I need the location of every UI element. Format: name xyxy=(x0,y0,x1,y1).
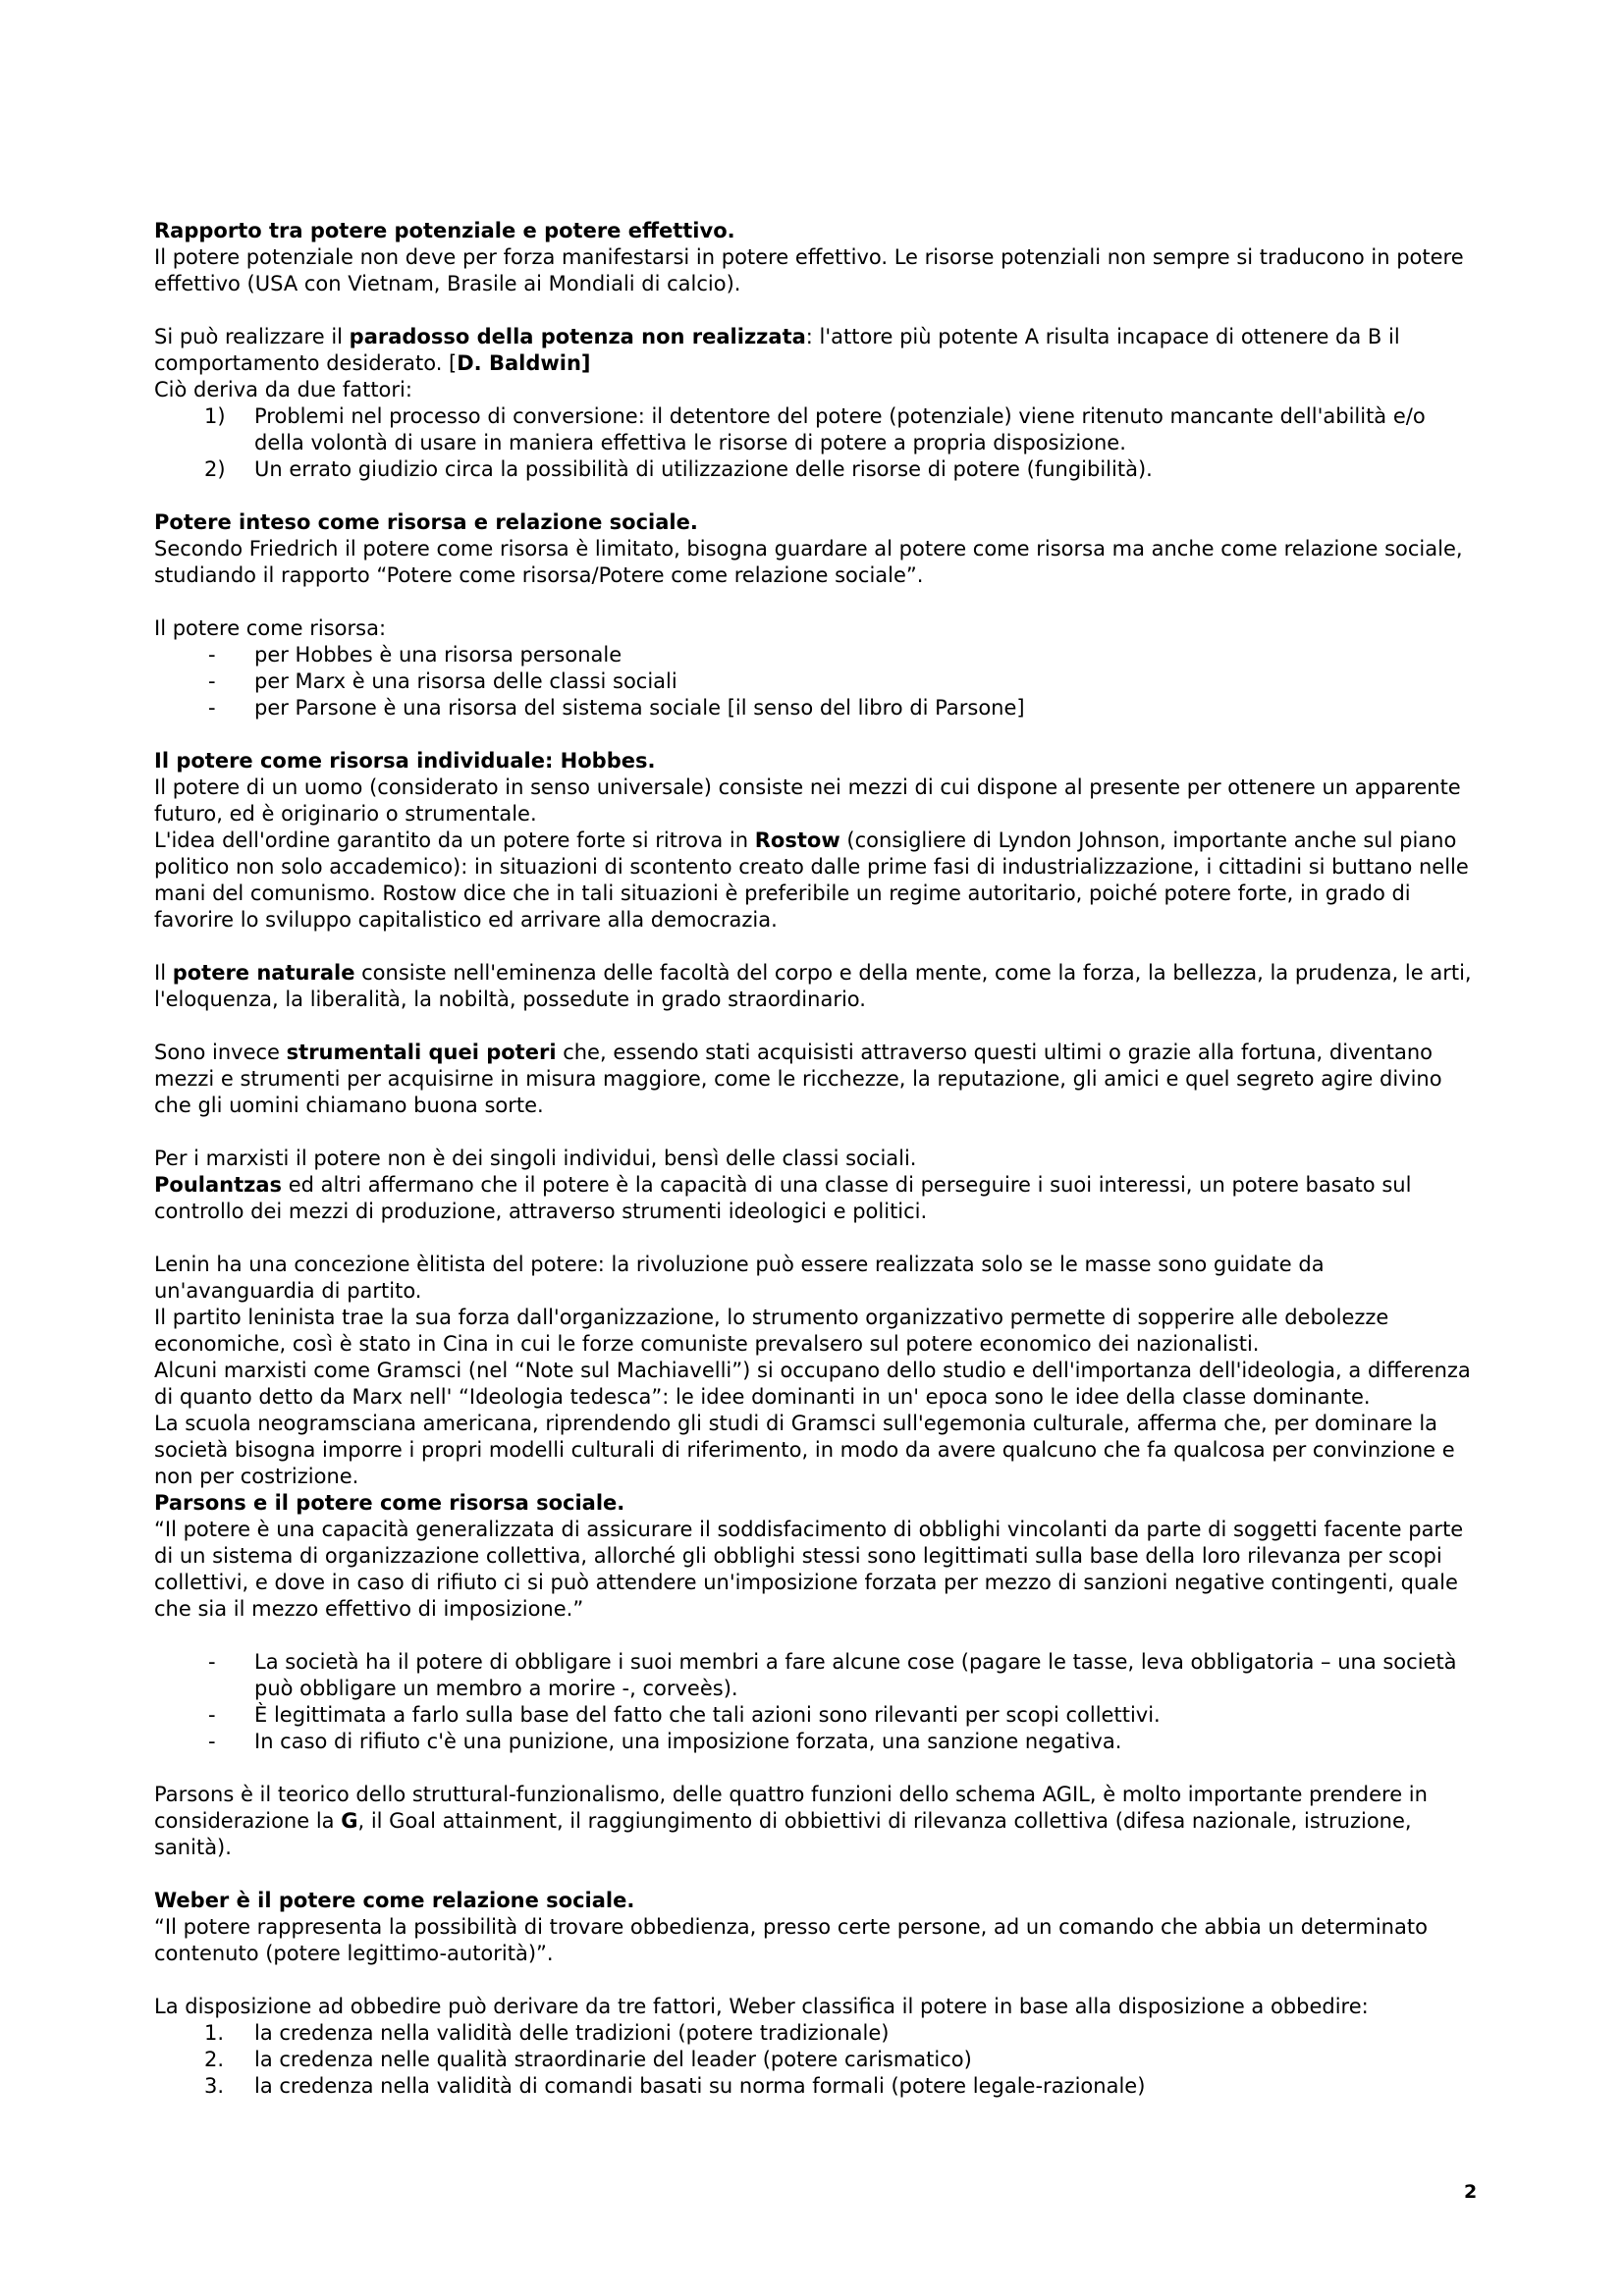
list-item xyxy=(154,403,1475,456)
quote: “Il potere è una capacità generalizzata di assicurare il soddisfacimento di obblighi vincolanti da parte di soggetti facente parte di un sistema di organizzazione collettiva, allorché gli obblighi stessi sono legittimati sulla base della loro rilevanza per scopi collettivi, e dove in caso di rifiuto ci si può attendere un'imposizione forzata per mezzo di sanzioni negative contingenti, quale che sia il mezzo effettivo di imposizione.” xyxy=(154,1518,1464,1621)
list-item xyxy=(154,2073,1475,2100)
list-item xyxy=(154,456,1475,483)
document-page xyxy=(154,218,1475,2100)
section-heading: Parsons e il potere come risorsa sociale. xyxy=(154,1491,625,1515)
bold-text: G xyxy=(341,1809,358,1833)
list-text: la credenza nella validità delle tradizioni (potere tradizionale) xyxy=(254,2021,890,2045)
bold-text: Poulantzas xyxy=(154,1173,283,1197)
dash-marker: - xyxy=(208,669,216,693)
text: , il Goal attainment, il raggiungimento di obbiettivi di rilevanza collettiva (difesa nazionale, istruzione, sanità). xyxy=(154,1809,1412,1859)
list-item xyxy=(154,2020,1475,2047)
paragraph: Alcuni marxisti come Gramsci (nel “Note sul Machiavelli”) si occupano dello studio e dell'importanza dell'ideologia, a differenza di quanto detto da Marx nell' “Ideologia tedesca”: le idee dominanti in un' epoca sono le idee della classe dominante. xyxy=(154,1359,1471,1409)
list-text: per Hobbes è una risorsa personale xyxy=(254,643,623,667)
paragraph xyxy=(154,960,1475,1013)
numbered-list xyxy=(154,2020,1475,2100)
bold-text: paradosso della potenza non realizzata xyxy=(349,325,806,348)
list-number: 3. xyxy=(204,2074,225,2098)
paragraph: Il potere potenziale non deve per forza manifestarsi in potere effettivo. Le risorse potenziali non sempre si traducono in potere effettivo (USA con Vietnam, Brasile ai Mondiali di calcio). xyxy=(154,245,1464,295)
dash-marker: - xyxy=(208,1730,216,1753)
paragraph: Ciò deriva da due fattori: xyxy=(154,378,412,401)
bold-text: strumentali quei poteri xyxy=(286,1041,557,1064)
list-item xyxy=(154,1649,1475,1702)
bold-text: potere naturale xyxy=(172,961,355,985)
list-text: per Marx è una risorsa delle classi sociali xyxy=(254,669,677,693)
section-heading: Rapporto tra potere potenziale e potere effettivo. xyxy=(154,219,735,242)
list-item xyxy=(154,642,1475,668)
paragraph: Il potere di un uomo (considerato in senso universale) consiste nei mezzi di cui dispone al presente per ottenere un apparente futuro, ed è originario o strumentale. xyxy=(154,775,1461,826)
section-heading: Weber è il potere come relazione sociale. xyxy=(154,1889,635,1912)
paragraph xyxy=(154,324,1475,377)
paragraph: Il potere come risorsa: xyxy=(154,616,387,640)
dash-marker: - xyxy=(208,1703,216,1727)
list-text: In caso di rifiuto c'è una punizione, una imposizione forzata, una sanzione negativa. xyxy=(254,1730,1122,1753)
bullet-list xyxy=(154,1649,1475,1755)
list-item xyxy=(154,1702,1475,1729)
text: Il xyxy=(154,961,173,985)
list-number: 1) xyxy=(204,404,226,428)
text: Si può realizzare il xyxy=(154,325,350,348)
list-text: La società ha il potere di obbligare i suoi membri a fare alcune cose (pagare le tasse, leva obbligatoria – una società può obbligare un membro a morire -, corveès). xyxy=(254,1650,1457,1700)
list-number: 1. xyxy=(204,2021,225,2045)
paragraph: La disposizione ad obbedire può derivare da tre fattori, Weber classifica il potere in base alla disposizione a obbedire: xyxy=(154,1995,1369,2018)
paragraph: La scuola neogramsciana americana, riprendendo gli studi di Gramsci sull'egemonia culturale, afferma che, per dominare la società bisogna imporre i propri modelli culturali di riferimento, in modo da avere qualcuno che fa qualcosa per convinzione e non per costrizione. xyxy=(154,1412,1455,1488)
text: L'idea dell'ordine garantito da un potere forte si ritrova in xyxy=(154,828,755,852)
page-number: 2 xyxy=(1464,2181,1478,2203)
list-text: Problemi nel processo di conversione: il detentore del potere (potenziale) viene ritenuto mancante dell'abilità e/o della volontà di usare in maniera effettiva le risorse di potere a propria disposizione. xyxy=(254,404,1426,454)
numbered-list xyxy=(154,403,1475,483)
text: (consigliere di Lyndon Johnson, importante anche sul piano politico non solo accademico): in situazioni di scontento creato dalle prime fasi di industrializzazione, i cittadini si buttano nelle mani del comunismo. Rostow dice che in tali situazioni è preferibile un regime autoritario, poiché potere forte, in grado di favorire lo sviluppo capitalistico ed arrivare alla democrazia. xyxy=(154,828,1469,932)
list-text: Un errato giudizio circa la possibilità di utilizzazione delle risorse di potere (fungibilità). xyxy=(254,457,1153,481)
paragraph xyxy=(154,1040,1475,1119)
dash-marker: - xyxy=(208,1650,216,1674)
section-heading: Potere inteso come risorsa e relazione sociale. xyxy=(154,510,698,534)
text: ed altri affermano che il potere è la capacità di una classe di perseguire i suoi interessi, un potere basato sul controllo dei mezzi di produzione, attraverso strumenti ideologici e politici. xyxy=(154,1173,1412,1223)
list-text: la credenza nelle qualità straordinarie del leader (potere carismatico) xyxy=(254,2048,972,2071)
list-item xyxy=(154,695,1475,721)
paragraph xyxy=(154,1172,1475,1225)
text: Sono invece xyxy=(154,1041,287,1064)
text: Parsons è il teorico dello struttural-funzionalismo, delle quattro funzioni dello schema AGIL, è molto importante prendere in considerazione la xyxy=(154,1783,1428,1833)
paragraph xyxy=(154,828,1475,934)
text: che, essendo stati acquisisti attraverso questi ultimi o grazie alla fortuna, diventano mezzi e strumenti per acquisirne in misura maggiore, come le ricchezze, la reputazione, gli amici e quel segreto agire divino che gli uomini chiamano buona sorte. xyxy=(154,1041,1442,1117)
dash-marker: - xyxy=(208,696,216,720)
list-item xyxy=(154,668,1475,695)
list-text: per Parsone è una risorsa del sistema sociale [il senso del libro di Parsone] xyxy=(254,696,1025,720)
paragraph: Lenin ha una concezione èlitista del potere: la rivoluzione può essere realizzata solo se le masse sono guidate da un'avanguardia di partito. xyxy=(154,1253,1325,1303)
text: : l'attore più potente A risulta incapace di ottenere da B il comportamento desiderato. [ xyxy=(154,325,1400,375)
quote: “Il potere rappresenta la possibilità di trovare obbedienza, presso certe persone, ad un comando che abbia un determinato contenuto (potere legittimo-autorità)”. xyxy=(154,1915,1428,1965)
bullet-list xyxy=(154,642,1475,721)
list-item xyxy=(154,1729,1475,1755)
paragraph xyxy=(154,1782,1475,1861)
list-text: È legittimata a farlo sulla base del fatto che tali azioni sono rilevanti per scopi collettivi. xyxy=(254,1703,1161,1727)
paragraph: Il partito leninista trae la sua forza dall'organizzazione, lo strumento organizzativo permette di sopperire alle debolezze economiche, così è stato in Cina in cui le forze comuniste prevalsero sul potere economico dei nazionalisti. xyxy=(154,1306,1389,1356)
list-item xyxy=(154,2047,1475,2073)
bold-text: D. Baldwin] xyxy=(457,351,591,375)
list-number: 2. xyxy=(204,2048,225,2071)
paragraph: Secondo Friedrich il potere come risorsa è limitato, bisogna guardare al potere come risorsa ma anche come relazione sociale, studiando il rapporto “Potere come risorsa/Potere come relazione sociale”. xyxy=(154,537,1463,587)
list-text: la credenza nella validità di comandi basati su norma formali (potere legale-razionale) xyxy=(254,2074,1146,2098)
section-heading: Il potere come risorsa individuale: Hobbes. xyxy=(154,749,656,773)
dash-marker: - xyxy=(208,643,216,667)
bold-text: Rostow xyxy=(754,828,840,852)
list-number: 2) xyxy=(204,457,226,481)
paragraph: Per i marxisti il potere non è dei singoli individui, bensì delle classi sociali. xyxy=(154,1147,917,1170)
text: consiste nell'eminenza delle facoltà del corpo e della mente, come la forza, la bellezza, la prudenza, le arti, l'eloquenza, la liberalità, la nobiltà, possedute in grado straordinario. xyxy=(154,961,1472,1011)
